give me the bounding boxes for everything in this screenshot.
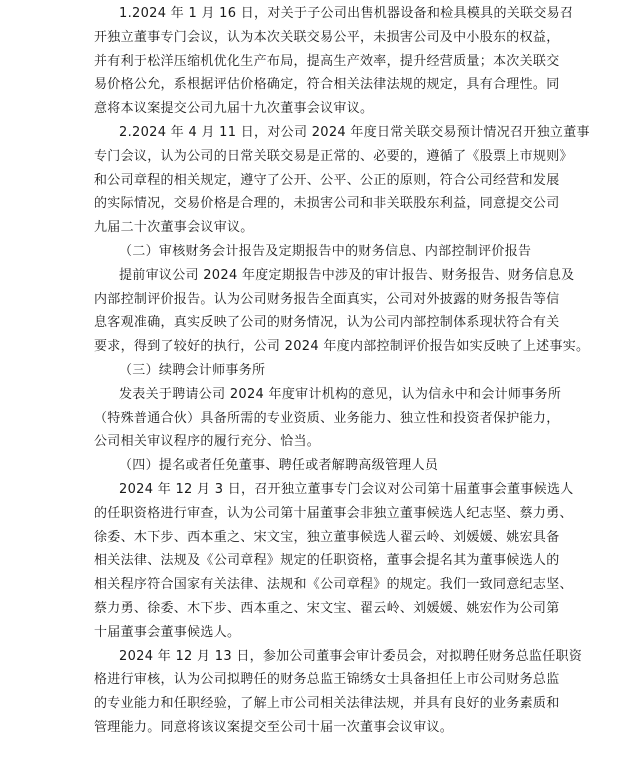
- text-line: 的任职资格进行审查，认为公司第十届董事会非独立董事候选人纪志坚、蔡力勇、: [94, 505, 573, 521]
- paragraph: [94, 645, 593, 740]
- text-line: （二）审核财务会计报告及定期报告中的财务信息、内部控制评价报告: [119, 243, 532, 259]
- paragraph: [94, 121, 593, 240]
- text-line: 蔡力勇、徐委、木下步、西本重之、宋文宝、翟云岭、刘媛媛、姚宏作为公司第: [94, 600, 560, 616]
- text-line: 专门会议，认为公司的日常关联交易是正常的、必要的，遵循了《股票上市规则》: [94, 148, 573, 164]
- text-line: 和公司章程的相关规定，遵守了公开、公平、公正的原则，符合公司经营和发展: [94, 172, 560, 188]
- text-line: （特殊普通合伙）具备所需的专业资质、业务能力、独立性和投资者保护能力，: [94, 410, 560, 426]
- text-line: 的专业能力和任职经验，了解上市公司相关法律法规，并具有良好的业务素质和: [94, 696, 560, 712]
- text-line: 发表关于聘请公司 2024 年度审计机构的意见，认为信永中和会计师事务所: [119, 386, 562, 402]
- text-line: 并有利于松洋压缩机优化生产布局，提高生产效率，提升经营质量；本次关联交: [94, 53, 560, 69]
- text-line: 意将本议案提交公司九届十九次董事会议审议。: [94, 101, 374, 117]
- text-line: 九届二十次董事会议审议。: [94, 220, 254, 236]
- section-heading: [94, 454, 593, 478]
- text-line: 1.2024 年 1 月 16 日，对关于子公司出售机器设备和检具模具的关联交易召: [119, 6, 574, 21]
- section-heading: [94, 240, 593, 264]
- text-line: 要求，得到了较好的执行，公司 2024 年度内部控制评价报告如实反映了上述事实。: [94, 339, 590, 355]
- text-line: 十届董事会董事候选人。: [94, 624, 241, 640]
- text-line: 易价格公允，系根据评估价格确定，符合相关法律法规的规定，具有合理性。同: [94, 77, 560, 93]
- text-line: 徐委、木下步、西本重之、宋文宝，独立董事候选人翟云岭、刘媛媛、姚宏具备: [94, 529, 560, 545]
- text-line: 开独立董事专门会议，认为本次关联交易公平，未损害公司及中小股东的权益，: [94, 29, 560, 45]
- text-line: 息客观准确，真实反映了公司的财务情况，认为公司内部控制体系现状符合有关: [94, 315, 560, 331]
- text-line: 的实际情况，交易价格是合理的，未损害公司和非关联股东利益，同意提交公司: [94, 196, 560, 212]
- text-line: 公司相关审议程序的履行充分、恰当。: [94, 434, 321, 450]
- section-heading: [94, 359, 593, 383]
- paragraph: [94, 264, 593, 359]
- text-line: 2.2024 年 4 月 11 日，对公司 2024 年度日常关联交易预计情况召开独立董事: [119, 124, 590, 140]
- text-line: 2024 年 12 月 13 日，参加公司董事会审计委员会，对拟聘任财务总监任职资: [119, 648, 583, 664]
- paragraph: [94, 383, 593, 454]
- text-line: 提前审议公司 2024 年度定期报告中涉及的审计报告、财务报告、财务信息及: [119, 267, 575, 283]
- text-line: （四）提名或者任免董事、聘任或者解聘高级管理人员: [119, 458, 439, 474]
- paragraph: [94, 2, 593, 121]
- text-line: 管理能力。同意将该议案提交至公司十届一次董事会议审议。: [94, 719, 454, 735]
- text-line: （三）续聘会计师事务所: [119, 362, 266, 378]
- text-line: 格进行审核，认为公司拟聘任的财务总监王锦绣女士具备担任上市公司财务总监: [94, 672, 560, 688]
- paragraph: [94, 478, 593, 645]
- text-line: 内部控制评价报告。认为公司财务报告全面真实，公司对外披露的财务报告等信: [94, 291, 560, 307]
- text-line: 2024 年 12 月 3 日，召开独立董事专门会议对公司第十届董事会董事候选人: [119, 481, 574, 497]
- text-line: 相关法律、法规及《公司章程》规定的任职资格，董事会提名其为董事候选人的: [94, 553, 560, 569]
- text-line: 相关程序符合国家有关法律、法规和《公司章程》的规定。我们一致同意纪志坚、: [94, 577, 573, 593]
